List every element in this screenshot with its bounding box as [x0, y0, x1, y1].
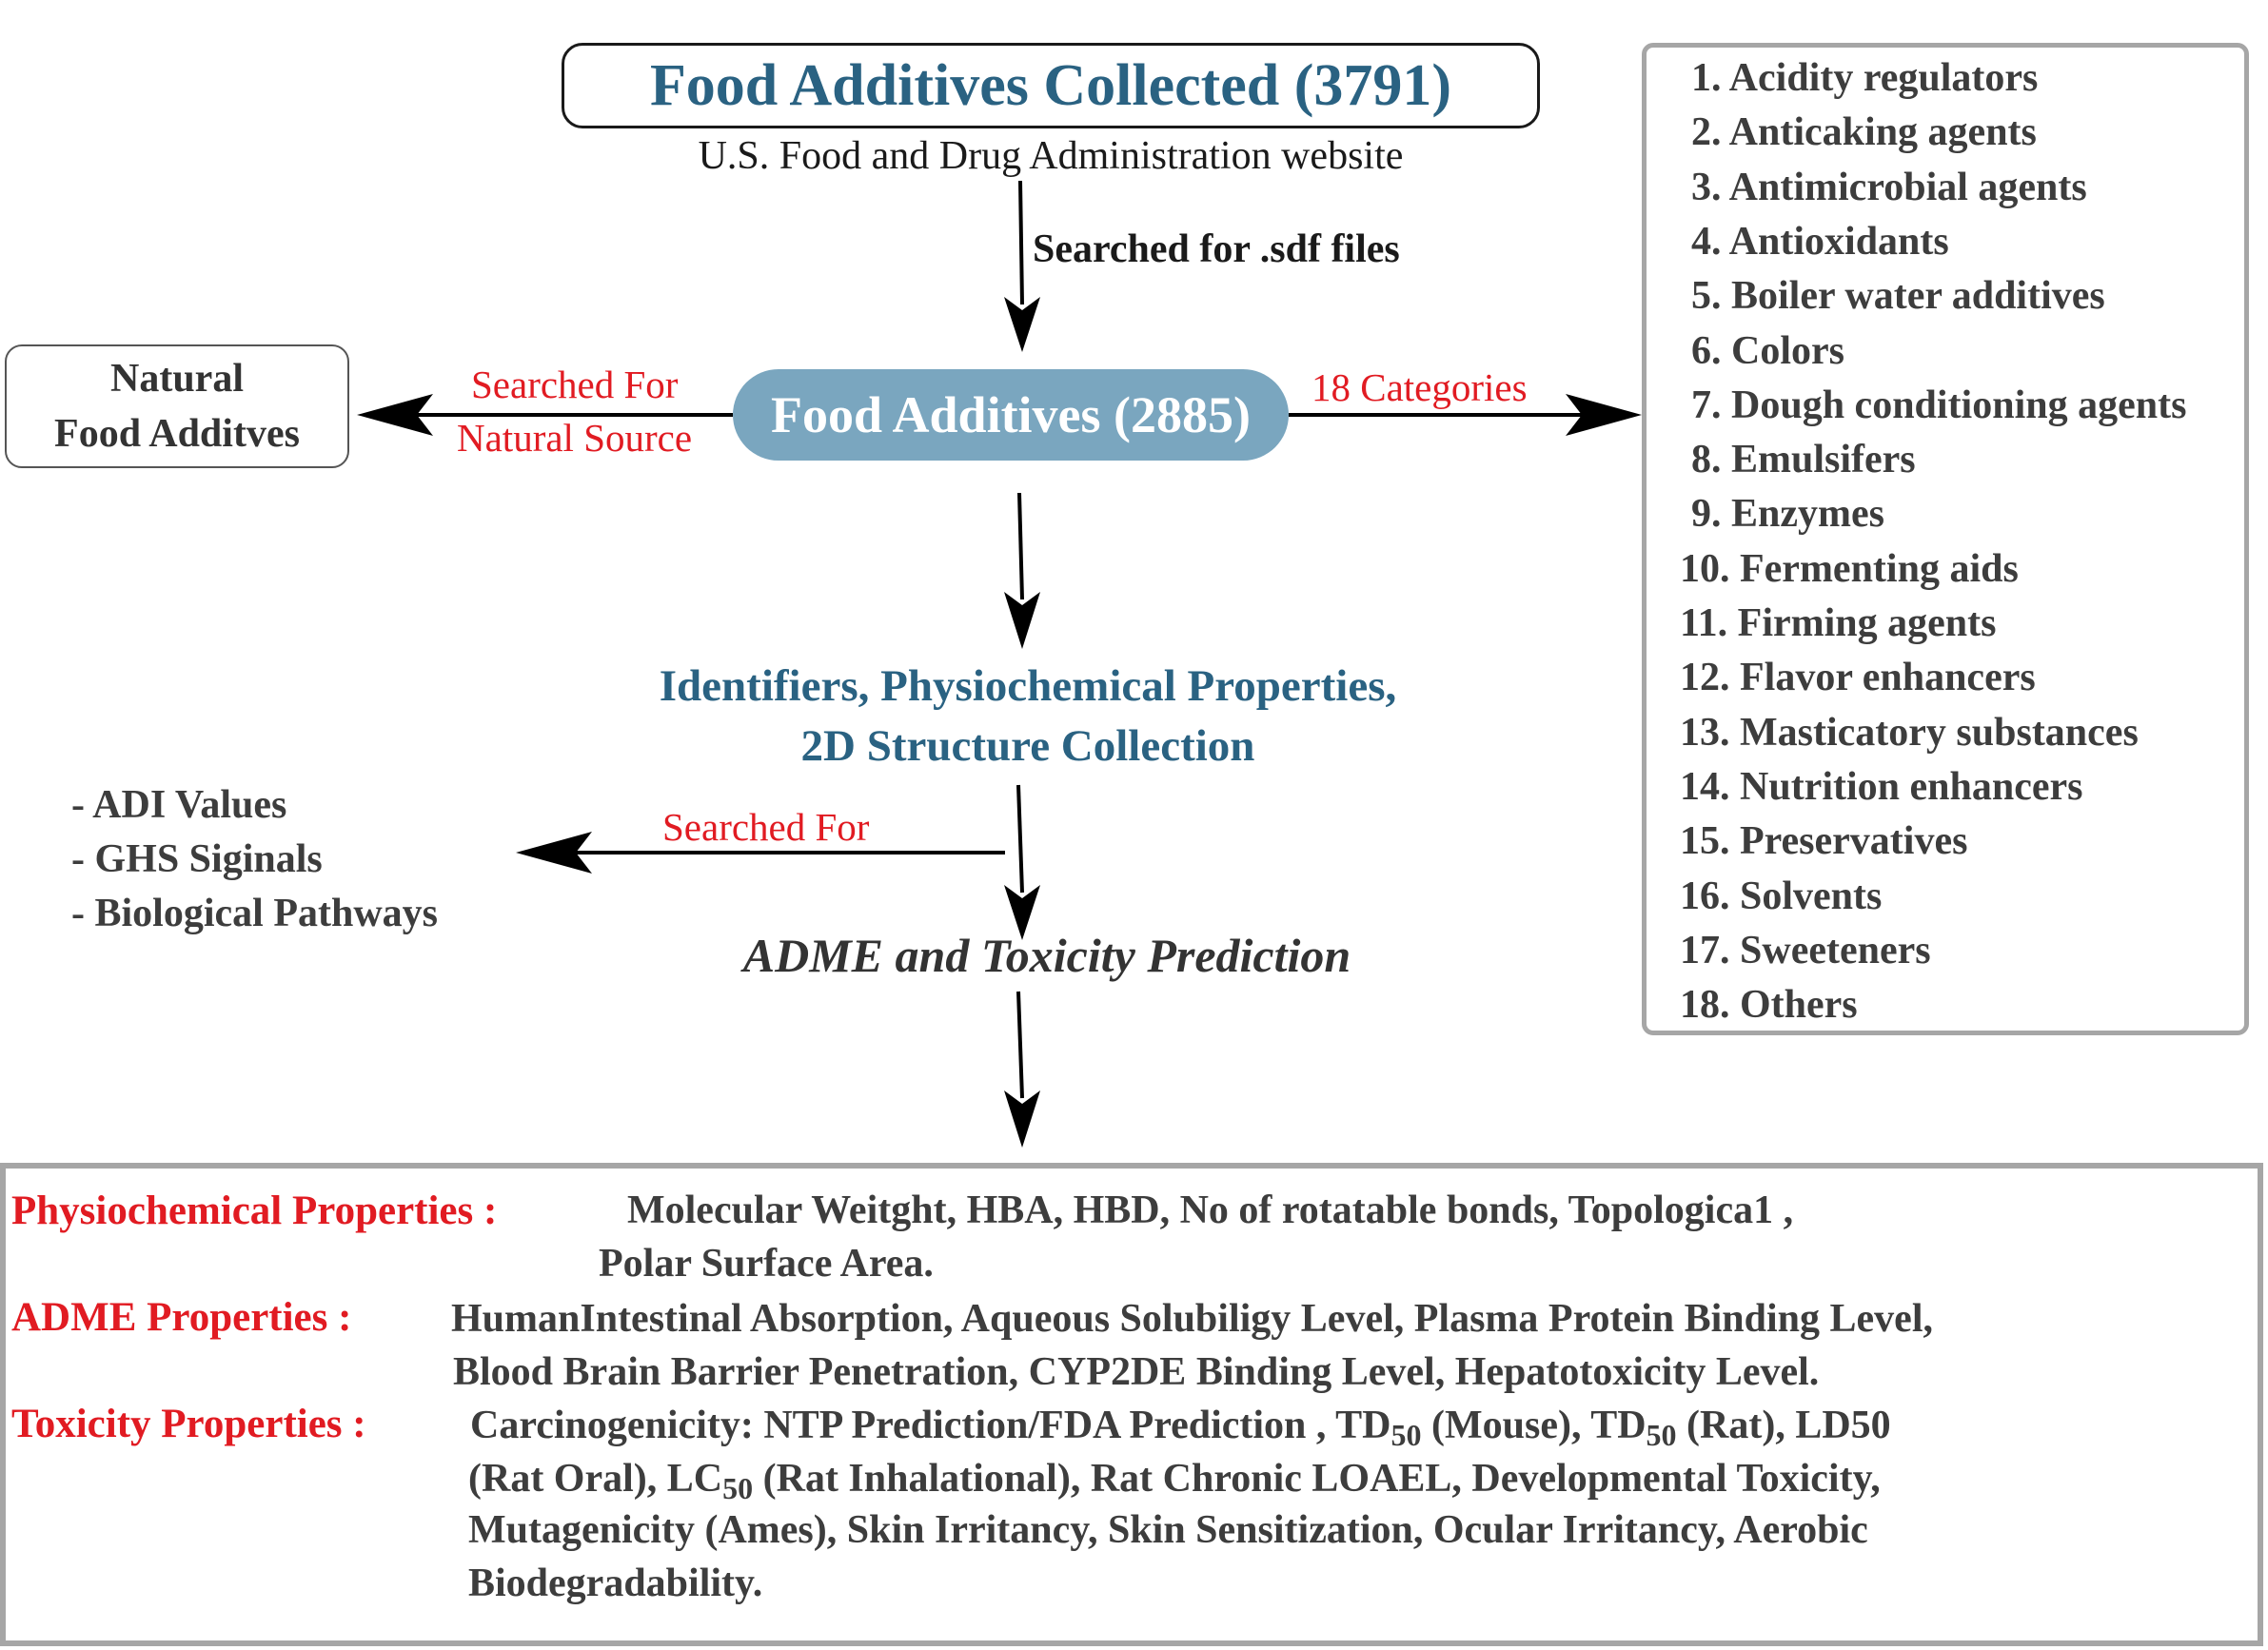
toxicity-line-4: Biodegradability. — [468, 1562, 763, 1605]
searched-sdf-label: Searched for .sdf files — [1033, 227, 1400, 271]
tox-line1-b: (Mouse), TD — [1421, 1404, 1647, 1447]
arrowhead-down-4 — [1004, 1090, 1040, 1148]
top-box — [562, 43, 1540, 128]
category-item: 1. Acidity regulators — [1691, 56, 2039, 100]
fda-source-label: U.S. Food and Drug Administration website — [698, 134, 1404, 178]
tox-subscript-2: 50 — [1646, 1418, 1677, 1452]
arrowhead-down-2 — [1004, 592, 1040, 649]
physio-label: Physiochemical Properties : — [11, 1188, 498, 1233]
category-item: 18. Others — [1680, 983, 1858, 1028]
categories-box — [1642, 43, 2249, 1035]
category-item: 11. Firming agents — [1680, 601, 1997, 645]
toxicity-line-1 — [470, 1403, 1891, 1452]
category-item: 8. Emulsifers — [1691, 438, 1916, 482]
category-item: 12. Flavor enhancers — [1680, 656, 2036, 700]
tox-line1-c: (Rat), LD50 — [1676, 1404, 1891, 1447]
category-item: 6. Colors — [1691, 328, 1844, 373]
tox-line2-a: (Rat Oral), LC — [468, 1457, 723, 1501]
tox-subscript-1: 50 — [1390, 1418, 1422, 1452]
categories-count-label: 18 Categories — [1311, 365, 1528, 409]
searched-for-label: Searched For — [662, 805, 870, 849]
arrow-down-1 — [1020, 181, 1022, 304]
toxicity-line-2 — [468, 1456, 1881, 1505]
category-item: 14. Nutrition enhancers — [1680, 764, 2083, 809]
search-item-ghs: - GHS Siginals — [71, 837, 323, 881]
searched-for-natural-label-1: Searched For — [471, 363, 679, 406]
arrow-down-4 — [1018, 992, 1022, 1098]
category-item: 5. Boiler water additives — [1691, 274, 2105, 319]
category-item: 16. Solvents — [1680, 874, 1883, 918]
category-item: 4. Antioxidants — [1691, 219, 1949, 264]
search-item-adi: - ADI Values — [71, 783, 287, 827]
physio-line-2: Polar Surface Area. — [599, 1242, 934, 1286]
searched-for-natural-label-2: Natural Source — [457, 416, 693, 460]
arrowhead-down-1 — [1004, 297, 1040, 352]
adme-line-1: HumanIntestinal Absorption, Aqueous Solubiligy Level, Plasma Protein Binding Level, — [451, 1297, 1933, 1341]
identifiers-heading — [514, 657, 1542, 776]
properties-box — [0, 1163, 2263, 1646]
natural-line1: Natural — [110, 357, 244, 401]
category-item: 10. Fermenting aids — [1680, 546, 2019, 591]
category-item: 7. Dough conditioning agents — [1691, 383, 2187, 427]
adme-label: ADME Properties : — [11, 1295, 352, 1340]
category-item: 9. Enzymes — [1691, 492, 1884, 537]
tox-subscript-3: 50 — [722, 1471, 754, 1505]
category-item: 2. Anticaking agents — [1691, 110, 2037, 155]
identifiers-line1: Identifiers, Physiochemical Properties, — [659, 661, 1397, 711]
natural-food-additives-box — [5, 344, 349, 468]
adme-toxicity-prediction: ADME and Toxicity Prediction — [742, 929, 1351, 982]
arrow-down-2 — [1019, 493, 1022, 599]
physio-line-1: Molecular Weitght, HBA, HBD, No of rotatable bonds, Topologica1 , — [627, 1188, 1794, 1232]
toxicity-line-3: Mutagenicity (Ames), Skin Irritancy, Skin Sensitization, Ocular Irritancy, Aerobic — [468, 1508, 1868, 1552]
category-item: 15. Preservatives — [1680, 819, 1968, 864]
identifiers-line2: 2D Structure Collection — [800, 721, 1255, 771]
arrow-down-3 — [1018, 785, 1022, 893]
tox-line1-a: Carcinogenicity: NTP Prediction/FDA Prediction , TD — [470, 1404, 1391, 1447]
category-item: 17. Sweeteners — [1680, 928, 1931, 972]
category-item: 13. Masticatory substances — [1680, 710, 2139, 755]
search-item-pathways: - Biological Pathways — [71, 892, 438, 935]
food-additives-pill — [733, 369, 1289, 461]
category-item: 3. Antimicrobial agents — [1691, 165, 2087, 209]
natural-line2: Food Additves — [54, 412, 300, 456]
toxicity-label: Toxicity Properties : — [11, 1402, 366, 1446]
tox-line2-b: (Rat Inhalational), Rat Chronic LOAEL, Developmental Toxicity, — [753, 1457, 1881, 1501]
food-additives-pill-title: Food Additives (2885) — [770, 386, 1252, 443]
top-title: Food Additives Collected (3791) — [649, 52, 1452, 118]
adme-line-2: Blood Brain Barrier Penetration, CYP2DE Binding Level, Hepatotoxicity Level. — [453, 1350, 1820, 1394]
